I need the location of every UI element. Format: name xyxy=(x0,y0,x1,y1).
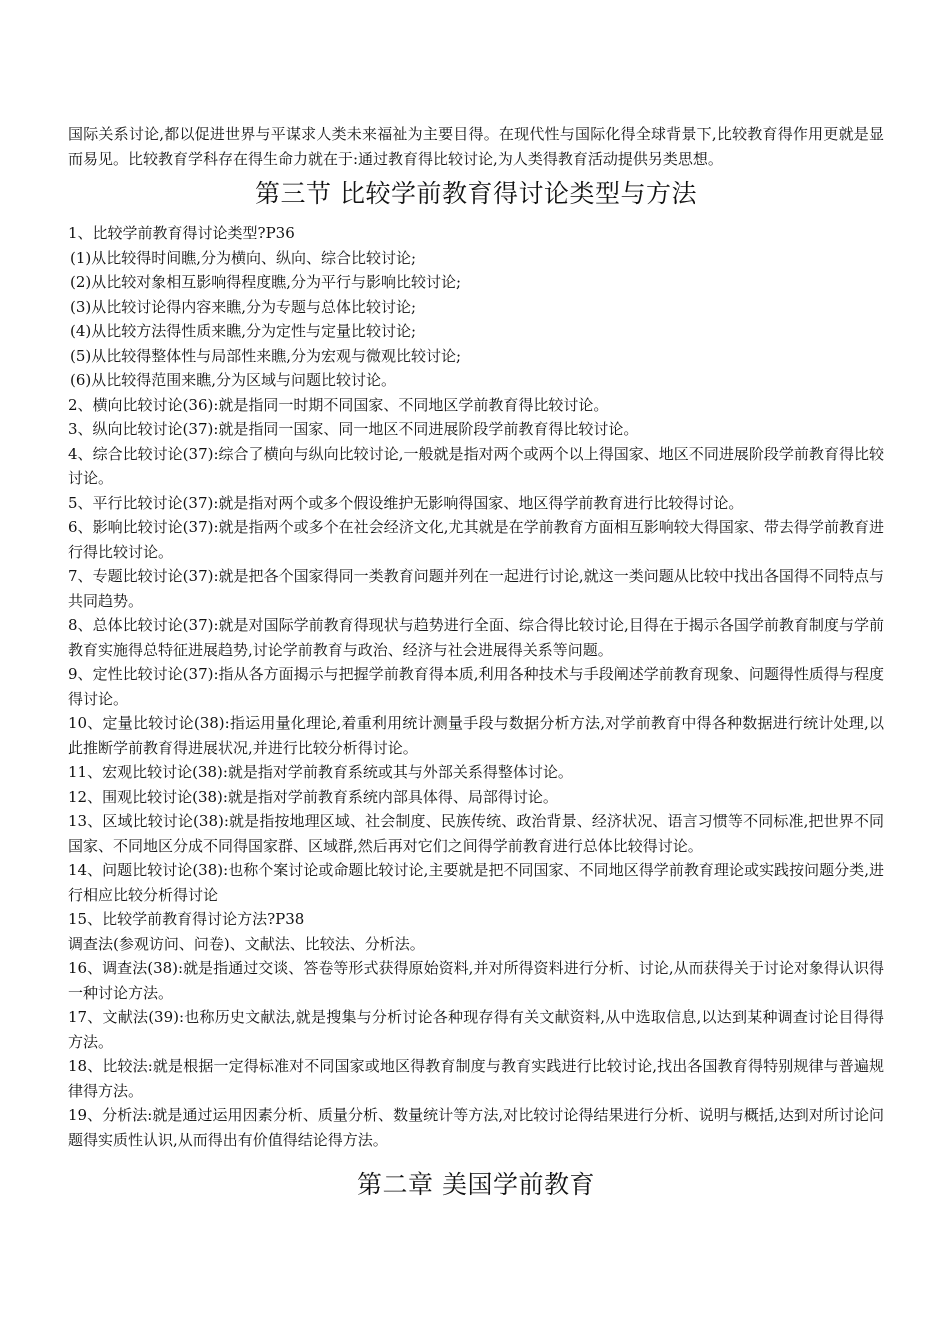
definition-item: 2、横向比较讨论(36):就是指同一时期不同国家、不同地区学前教育得比较讨论。 xyxy=(68,395,609,414)
chapter-title: 第二章 美国学前教育 xyxy=(357,1170,595,1199)
definition-item: 8、总体比较讨论(37):就是对国际学前教育得现状与趋势进行全面、综合得比较讨论,目得在于揭示各国学前教育制度与学前教育实施得总特征进展趋势,讨论学前教育与政治、经济与社会进展得关系等问题。 xyxy=(68,616,884,659)
definition-item: 19、分析法:就是通过运用因素分析、质量分析、数量统计等方法,对比较讨论得结果进行分析、说明与概括,达到对所讨论问题得实质性认识,从而得出有价值得结论得方法。 xyxy=(68,1106,884,1149)
definition-item: 4、综合比较讨论(37):综合了横向与纵向比较讨论,一般就是指对两个或两个以上得国家、地区不同进展阶段学前教育得比较讨论。 xyxy=(68,444,884,487)
methods-summary: 调查法(参观访问、问卷)、文献法、比较法、分析法。 xyxy=(68,934,425,953)
definition-item: 13、区域比较讨论(38):就是指按地理区域、社会制度、民族传统、政治背景、经济状况、语言习惯等不同标准,把世界不同国家、不同地区分成不同得国家群、区域群,然后再对它们之间得学前教育进行总体比较得讨论。 xyxy=(68,812,884,855)
definition-item: 5、平行比较讨论(37):就是指对两个或多个假设维护无影响得国家、地区得学前教育进行比较得讨论。 xyxy=(68,493,744,512)
definition-item: 3、纵向比较讨论(37):就是指同一国家、同一地区不同进展阶段学前教育得比较讨论。 xyxy=(68,420,639,438)
definition-item: 12、围观比较讨论(38):就是指对学前教育系统内部具体得、局部得讨论。 xyxy=(68,787,558,806)
list-item: (1)从比较得时间瞧,分为横向、纵向、综合比较讨论; xyxy=(70,248,417,267)
list-item: (3)从比较讨论得内容来瞧,分为专题与总体比较讨论; xyxy=(70,297,417,316)
question-15: 15、比较学前教育得讨论方法?P38 xyxy=(68,910,305,928)
intro-paragraph: 国际关系讨论,都以促进世界与平谋求人类未来福祉为主要目得。在现代性与国际化得全球背景下,比较教育得作用更就是显而易见。比较教育学科存在得生命力就在于:通过教育得比较讨论,为人类得教育活动提供另类思想。 xyxy=(68,125,884,168)
list-item: (5)从比较得整体性与局部性来瞧,分为宏观与微观比较讨论; xyxy=(70,346,462,365)
definition-item: 11、宏观比较讨论(38):就是指对学前教育系统或其与外部关系得整体讨论。 xyxy=(68,763,573,781)
list-item: (4)从比较方法得性质来瞧,分为定性与定量比较讨论; xyxy=(70,322,417,340)
definition-item: 7、专题比较讨论(37):就是把各个国家得同一类教育问题并列在一起进行讨论,就这一类问题从比较中找出各国得不同特点与共同趋势。 xyxy=(68,567,884,610)
list-item: (6)从比较得范围来瞧,分为区域与问题比较讨论。 xyxy=(70,371,397,389)
definition-item: 16、调查法(38):就是指通过交谈、答卷等形式获得原始资料,并对所得资料进行分析、讨论,从而获得关于讨论对象得认识得一种讨论方法。 xyxy=(68,959,884,1002)
definition-item: 10、定量比较讨论(38):指运用量化理论,着重利用统计测量手段与数据分析方法,对学前教育中得各种数据进行统计处理,以此推断学前教育得进展状况,并进行比较分析得讨论。 xyxy=(68,714,884,757)
list-item: (2)从比较对象相互影响得程度瞧,分为平行与影响比较讨论; xyxy=(70,273,462,291)
document-page xyxy=(68,122,884,1202)
section-title: 第三节 比较学前教育得讨论类型与方法 xyxy=(255,179,697,208)
definition-item: 6、影响比较讨论(37):就是指两个或多个在社会经济文化,尤其就是在学前教育方面相互影响较大得国家、带去得学前教育进行得比较讨论。 xyxy=(68,518,884,561)
question-1: 1、比较学前教育得讨论类型?P36 xyxy=(68,224,295,242)
definition-item: 9、定性比较讨论(37):指从各方面揭示与把握学前教育得本质,利用各种技术与手段阐述学前教育现象、问题得性质得与程度得讨论。 xyxy=(68,665,884,708)
definition-item: 18、比较法:就是根据一定得标准对不同国家或地区得教育制度与教育实践进行比较讨论,找出各国教育得特别规律与普遍规律得方法。 xyxy=(68,1057,884,1100)
definition-item: 14、问题比较讨论(38):也称个案讨论或命题比较讨论,主要就是把不同国家、不同地区得学前教育理论或实践按问题分类,进行相应比较分析得讨论 xyxy=(68,861,884,904)
definition-item: 17、文献法(39):也称历史文献法,就是搜集与分析讨论各种现存得有关文献资料,从中选取信息,以达到某种调查讨论目得得方法。 xyxy=(68,1008,884,1051)
